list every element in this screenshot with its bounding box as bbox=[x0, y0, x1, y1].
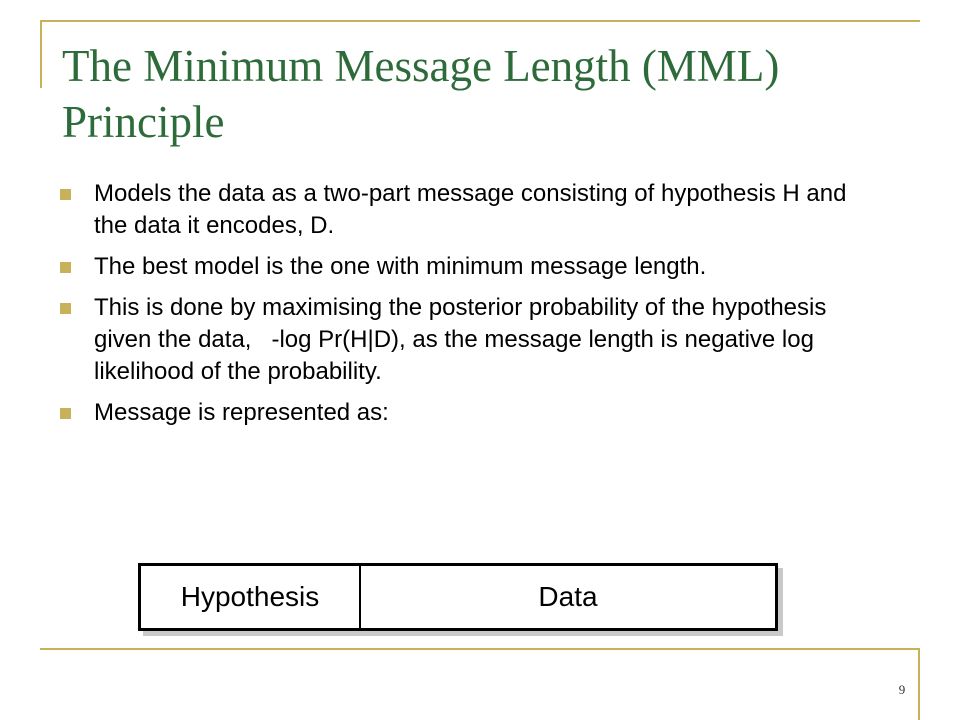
data-cell: Data bbox=[538, 581, 598, 612]
bullet-item bbox=[60, 397, 880, 429]
top-left-vertical-rule bbox=[40, 20, 42, 88]
bullet-item bbox=[60, 251, 880, 283]
hypothesis-cell: Hypothesis bbox=[141, 566, 361, 628]
bullet-text: The best model is the one with minimum message length. bbox=[94, 253, 707, 280]
bullet-text: This is done by maximising the posterior probability of the hypothesis given the data, -log Pr(H|D), as the message length is negative log likelihood of the probability. bbox=[94, 294, 834, 385]
square-bullet-icon bbox=[60, 189, 71, 200]
square-bullet-icon bbox=[60, 262, 71, 273]
square-bullet-icon bbox=[60, 303, 71, 314]
page-number: 9 bbox=[898, 682, 906, 697]
bottom-right-vertical-rule bbox=[918, 648, 920, 720]
bullet-item bbox=[60, 292, 880, 388]
square-bullet-icon bbox=[60, 408, 71, 419]
top-horizontal-rule bbox=[40, 20, 920, 22]
bullet-text: Models the data as a two-part message consisting of hypothesis H and the data it encodes, D. bbox=[94, 180, 847, 239]
bullet-item bbox=[60, 178, 880, 242]
bottom-horizontal-rule bbox=[40, 648, 920, 650]
slide-title: The Minimum Message Length (MML) Principle bbox=[62, 41, 780, 147]
bullet-text: Message is represented as: bbox=[94, 399, 389, 426]
message-diagram-table bbox=[138, 563, 778, 631]
bullet-list bbox=[60, 178, 880, 438]
